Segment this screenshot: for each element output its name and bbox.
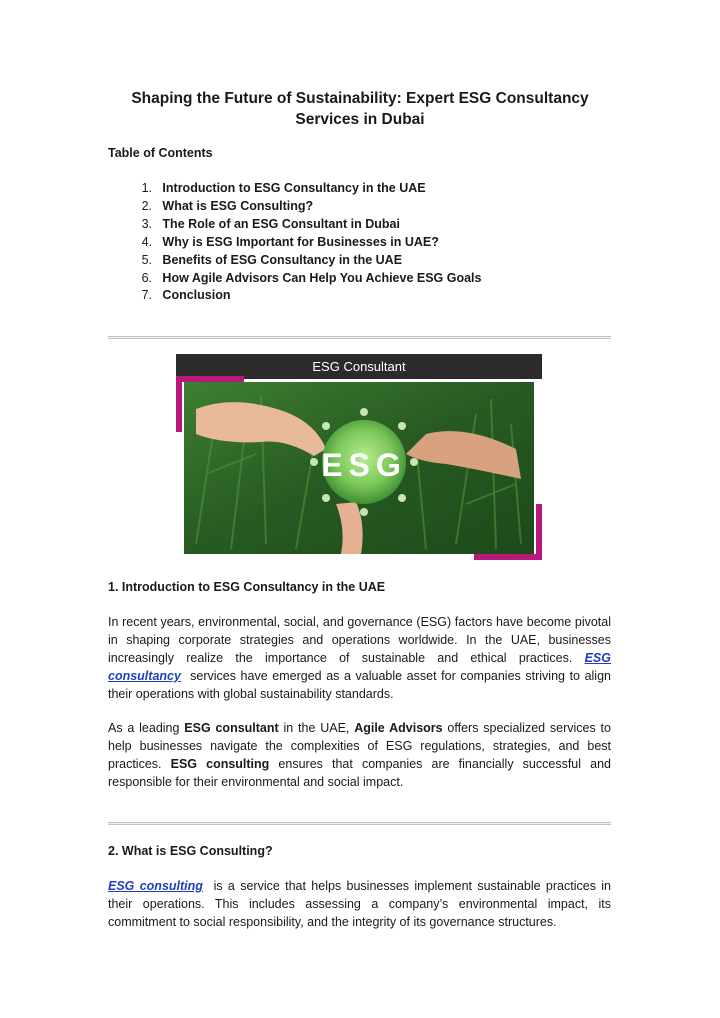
table-of-contents — [108, 180, 481, 305]
section-paragraph — [108, 613, 611, 703]
toc-item-number: 1. — [141, 181, 152, 195]
toc-item[interactable] — [108, 216, 481, 234]
toc-item-number: 2. — [141, 198, 152, 213]
toc-heading: Table of Contents — [108, 146, 213, 160]
paragraph-text: services have emerged as a valuable asset for companies striving to align their operations with global sustainability standards. — [108, 669, 611, 701]
toc-item-label: Conclusion — [162, 288, 231, 303]
toc-item[interactable] — [108, 198, 481, 216]
page-title: Shaping the Future of Sustainability: Expert ESG Consultancy Services in Dubai — [131, 90, 589, 128]
esg-globe-label: ESG — [321, 447, 407, 483]
toc-item[interactable] — [108, 252, 481, 270]
toc-item-number: 5. — [141, 252, 152, 267]
toc-item-label: Why is ESG Important for Businesses in UAE? — [162, 234, 439, 249]
paragraph-text: As a leading — [108, 721, 180, 735]
bold-text: ESG consulting — [170, 757, 270, 771]
section-divider — [108, 336, 611, 339]
toc-item-label: Benefits of ESG Consultancy in the UAE — [162, 252, 403, 267]
paragraph-text: In recent years, environmental, social, and governance (ESG) factors have become pivotal in shaping corporate strategies and operations worldwide. In the UAE, businesses increasingly realize the importance of sustainable and ethical practices. — [108, 615, 611, 665]
toc-item-label: The Role of an ESG Consultant in Dubai — [162, 216, 400, 231]
toc-item-label: What is ESG Consulting? — [162, 198, 314, 213]
toc-item[interactable] — [108, 180, 481, 198]
bold-text: ESG consultant — [184, 721, 279, 735]
paragraph-text: ensures that companies are financially successful and responsible for their environmental and social impact. — [108, 757, 611, 789]
paragraph-text: in the UAE, — [283, 721, 350, 735]
esg-consultancy-link[interactable]: ESG consultancy — [108, 651, 611, 683]
toc-item[interactable] — [108, 234, 481, 252]
toc-item[interactable] — [108, 270, 481, 288]
hero-banner-title: ESG Consultant — [312, 359, 406, 374]
section-heading: 1. Introduction to ESG Consultancy in the UAE — [108, 580, 386, 594]
section-paragraph — [108, 877, 611, 931]
toc-item-number: 7. — [141, 288, 152, 303]
section-heading: 2. What is ESG Consulting? — [108, 844, 273, 858]
hero-image — [176, 354, 542, 560]
bold-text: Agile Advisors — [354, 721, 443, 735]
toc-item-label: How Agile Advisors Can Help You Achieve ESG Goals — [162, 270, 482, 285]
toc-item-number: 6. — [141, 270, 152, 285]
esg-consulting-link[interactable]: ESG consulting — [108, 879, 203, 893]
paragraph-text: is a service that helps businesses implement sustainable practices in their operations. This includes assessing a company’s environmental impact, its commitment to social responsibility, and the integrity of its governance structures. — [108, 879, 611, 929]
section-paragraph — [108, 719, 611, 791]
toc-item-number: 4. — [141, 234, 152, 249]
toc-item-label: Introduction to ESG Consultancy in the UAE — [162, 181, 426, 195]
toc-item[interactable] — [108, 287, 481, 305]
paragraph-text: offers specialized services to help businesses navigate the complexities of ESG regulations, strategies, and best practices. — [108, 721, 611, 771]
section-divider — [108, 822, 611, 825]
toc-item-number: 3. — [141, 216, 152, 231]
